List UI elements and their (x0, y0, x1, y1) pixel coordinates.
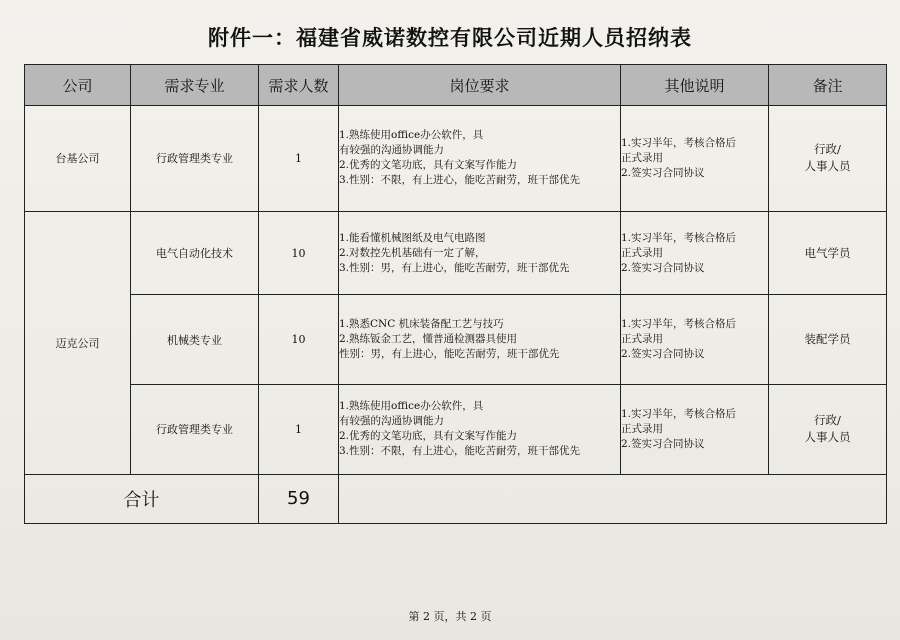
note-line: 正式录用 (621, 246, 663, 259)
requirement-line: 有较强的沟通协调能力 (339, 415, 444, 428)
header-requirements: 岗位要求 (339, 65, 621, 106)
note-line: 正式录用 (621, 151, 663, 164)
note-line: 2.签实习合同协议 (621, 166, 705, 179)
requirement-line: 1.熟练使用office办公软件，具 (339, 129, 484, 142)
note-line: 1.实习半年，考核合格后 (621, 407, 737, 420)
count-cell: 1 (259, 106, 339, 212)
requirement-line: 2.熟练钣金工艺，懂普通检测器具使用 (339, 333, 518, 346)
header-notes: 其他说明 (621, 65, 769, 106)
requirement-line: 1.熟练使用office办公软件，具 (339, 400, 484, 413)
note-line: 2.签实习合同协议 (621, 348, 705, 361)
requirement-line: 2.对数控先机基础有一定了解， (339, 246, 486, 259)
remarks-cell (769, 384, 887, 474)
requirements-cell (339, 106, 621, 212)
table-row (25, 106, 887, 212)
recruitment-table (24, 64, 887, 524)
major-cell: 行政管理类专业 (131, 384, 259, 474)
requirement-line: 有较强的沟通协调能力 (339, 144, 444, 157)
note-line: 1.实习半年，考核合格后 (621, 318, 737, 331)
major-cell: 行政管理类专业 (131, 106, 259, 212)
remark-line: 电气学员 (804, 245, 851, 260)
note-line: 2.签实习合同协议 (621, 261, 705, 274)
requirements-cell (339, 295, 621, 385)
table-row (25, 211, 887, 295)
count-cell: 10 (259, 295, 339, 385)
requirement-line: 2.优秀的文笔功底，具有文案写作能力 (339, 430, 518, 443)
note-line: 1.实习半年，考核合格后 (621, 231, 737, 244)
note-line: 正式录用 (621, 333, 663, 346)
requirement-line: 1.熟悉CNC 机床装备配工艺与技巧 (339, 318, 504, 331)
remarks-cell (769, 106, 887, 212)
total-label: 合计 (25, 474, 259, 523)
requirement-line: 2.优秀的文笔功底，具有文案写作能力 (339, 159, 518, 172)
remark-line: 行政/ (814, 413, 841, 428)
header-count: 需求人数 (259, 65, 339, 106)
notes-cell (621, 295, 769, 385)
remark-line: 装配学员 (804, 332, 851, 347)
count-cell: 10 (259, 211, 339, 295)
note-line: 1.实习半年，考核合格后 (621, 136, 737, 149)
remarks-cell (769, 211, 887, 295)
notes-cell (621, 384, 769, 474)
header-row (25, 65, 887, 106)
major-cell: 机械类专业 (131, 295, 259, 385)
remark-line: 行政/ (814, 142, 841, 157)
total-row (25, 474, 887, 523)
total-value: 59 (259, 474, 339, 523)
remark-line: 人事人员 (804, 430, 851, 445)
requirement-line: 性别：男，有上进心，能吃苦耐劳，班干部优先 (339, 348, 560, 361)
note-line: 2.签实习合同协议 (621, 437, 705, 450)
note-line: 正式录用 (621, 422, 663, 435)
major-cell: 电气自动化技术 (131, 211, 259, 295)
company-cell: 迈克公司 (25, 211, 131, 474)
table-row (25, 384, 887, 474)
header-remarks: 备注 (769, 65, 887, 106)
document-title: 附件一：福建省威诺数控有限公司近期人员招纳表 (208, 26, 692, 50)
requirement-line: 3.性别：不限，有上进心，能吃苦耐劳，班干部优先 (339, 174, 581, 187)
requirements-cell (339, 384, 621, 474)
remark-line: 人事人员 (804, 159, 851, 174)
requirement-line: 3.性别：不限，有上进心，能吃苦耐劳，班干部优先 (339, 445, 581, 458)
page-footer: 第 2 页，共 2 页 (408, 610, 492, 623)
header-company: 公司 (25, 65, 131, 106)
notes-cell (621, 211, 769, 295)
notes-cell (621, 106, 769, 212)
company-cell: 台基公司 (25, 106, 131, 212)
header-major: 需求专业 (131, 65, 259, 106)
total-empty-cell (339, 474, 887, 523)
remarks-cell (769, 295, 887, 385)
table-row (25, 295, 887, 385)
requirement-line: 3.性别：男，有上进心，能吃苦耐劳，班干部优先 (339, 261, 570, 274)
requirements-cell (339, 211, 621, 295)
count-cell: 1 (259, 384, 339, 474)
requirement-line: 1.能看懂机械图纸及电气电路图 (339, 231, 486, 244)
